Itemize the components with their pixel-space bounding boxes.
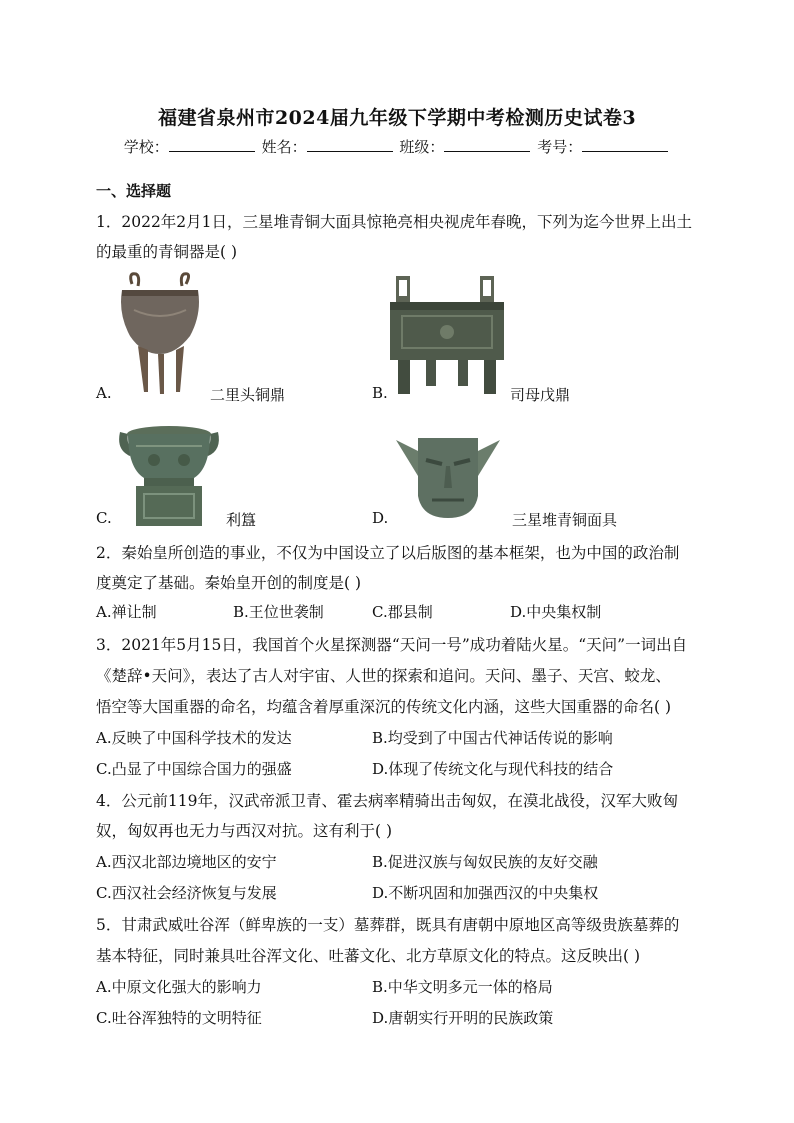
- q2-option-d[interactable]: D.中央集权制: [510, 603, 602, 621]
- q4-stem-line1: 4．公元前119年，汉武帝派卫青、霍去病率精骑出击匈奴，在漠北战役，汉军大败匈: [96, 792, 678, 810]
- q5-option-c[interactable]: C.吐谷浑独特的文明特征: [96, 1009, 262, 1027]
- q5-stem-line1: 5．甘肃武威吐谷浑（鲜卑族的一支）墓葬群，既具有唐朝中原地区高等级贵族墓葬的: [96, 916, 680, 934]
- q3-stem-line2: 《楚辞•天问》，表达了古人对宇宙、人世的探索和追问。天问、墨子、天宫、蛟龙、: [96, 667, 671, 685]
- exam-no-label: 考号：: [537, 138, 583, 156]
- class-label: 班级：: [399, 138, 445, 156]
- q3-option-c[interactable]: C.凸显了中国综合国力的强盛: [96, 760, 292, 778]
- q5-option-a[interactable]: A.中原文化强大的影响力: [96, 978, 262, 996]
- q4-option-d[interactable]: D.不断巩固和加强西汉的中央集权: [372, 884, 599, 902]
- q1-option-b-letter[interactable]: B.: [372, 384, 388, 402]
- section-title: 一、选择题: [96, 182, 172, 200]
- gui-vessel-bronze-icon: [114, 416, 224, 528]
- q1-option-d-label: 三星堆青铜面具: [512, 511, 618, 529]
- q2-stem-line2: 度奠定了基础。秦始皇开创的制度是( ): [96, 574, 362, 592]
- q4-option-b[interactable]: B.促进汉族与匈奴民族的友好交融: [372, 853, 598, 871]
- q2-stem-line1: 2．秦始皇所创造的事业，不仅为中国设立了以后版图的基本框架，也为中国的政治制: [96, 544, 680, 562]
- q5-option-d[interactable]: D.唐朝实行开明的民族政策: [372, 1009, 554, 1027]
- q1-stem-line1: 1．2022年2月1日，三星堆青铜大面具惊艳亮相央视虎年春晚，下列为迄今世界上出土: [96, 213, 693, 231]
- tripod-ding-bronze-icon: [114, 270, 206, 396]
- q1-stem-line2: 的最重的青铜器是( ): [96, 243, 238, 261]
- q1-option-b-label: 司母戊鼎: [510, 386, 571, 404]
- q4-option-a[interactable]: A.西汉北部边境地区的安宁: [96, 853, 277, 871]
- q3-stem-line3: 悟空等大国重器的命名，均蕴含着厚重深沉的传统文化内涵，这些大国重器的命名( ): [96, 698, 672, 716]
- q1-option-a-letter[interactable]: A.: [96, 384, 112, 402]
- q5-option-b[interactable]: B.中华文明多元一体的格局: [372, 978, 553, 996]
- q2-option-b[interactable]: B.王位世袭制: [233, 603, 324, 621]
- q3-option-d[interactable]: D.体现了传统文化与现代科技的结合: [372, 760, 614, 778]
- q1-option-c-label: 利簋: [226, 511, 257, 529]
- q2-option-a[interactable]: A.禅让制: [96, 603, 157, 621]
- bronze-mask-icon: [394, 430, 502, 522]
- name-label: 姓名：: [261, 138, 307, 156]
- q4-option-c[interactable]: C.西汉社会经济恢复与发展: [96, 884, 277, 902]
- q1-option-c-letter[interactable]: C.: [96, 509, 112, 527]
- q2-option-c[interactable]: C.郡县制: [372, 603, 433, 621]
- school-blank[interactable]: [169, 137, 255, 152]
- student-info-line: [0, 136, 794, 157]
- q3-stem-line1: 3．2021年5月15日，我国首个火星探测器“天问一号”成功着陆火星。“天问”一词出自: [96, 636, 688, 654]
- school-label: 学校：: [123, 138, 169, 156]
- exam-no-blank[interactable]: [582, 137, 668, 152]
- q4-stem-line2: 奴，匈奴再也无力与西汉对抗。这有利于( ): [96, 822, 393, 840]
- q3-option-a[interactable]: A.反映了中国科学技术的发达: [96, 729, 292, 747]
- q1-option-a-label: 二里头铜鼎: [210, 386, 286, 404]
- q1-option-d-letter[interactable]: D.: [372, 509, 389, 527]
- square-ding-bronze-icon: [388, 274, 506, 396]
- class-blank[interactable]: [444, 137, 530, 152]
- q3-option-b[interactable]: B.均受到了中国古代神话传说的影响: [372, 729, 613, 747]
- name-blank[interactable]: [307, 137, 393, 152]
- page-title: 福建省泉州市2024届九年级下学期中考检测历史试卷3: [157, 107, 637, 129]
- q5-stem-line2: 基本特征，同时兼具吐谷浑文化、吐蕃文化、北方草原文化的特点。这反映出( ): [96, 947, 641, 965]
